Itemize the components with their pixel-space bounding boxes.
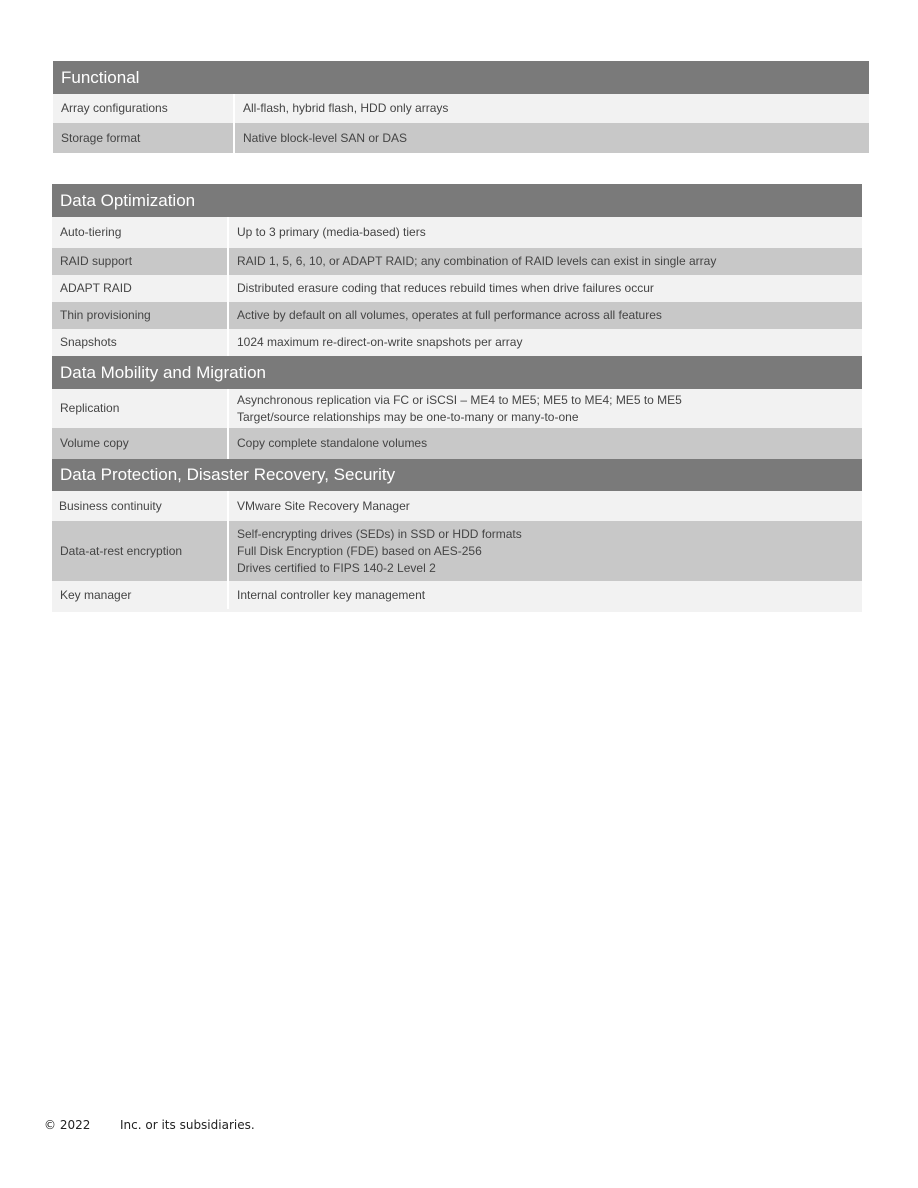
table-row: [53, 94, 869, 123]
section-title: Functional: [53, 61, 869, 94]
table-row: [52, 428, 862, 459]
value-line: Target/source relationships may be one-to-many or many-to-one: [237, 409, 579, 424]
footer: [44, 1118, 255, 1132]
row-label: ADAPT RAID: [52, 275, 228, 302]
row-value: [228, 521, 862, 581]
table-row: [52, 217, 862, 248]
value-line: Self-encrypting drives (SEDs) in SSD or HDD formats: [237, 526, 522, 541]
row-label: Snapshots: [52, 329, 228, 356]
section-title: Data Protection, Disaster Recovery, Security: [52, 459, 862, 491]
row-label: Thin provisioning: [52, 302, 228, 329]
value-line: Drives certified to FIPS 140-2 Level 2: [237, 560, 436, 575]
row-label: Storage format: [53, 123, 234, 153]
row-label: Array configurations: [53, 94, 234, 123]
row-value: 1024 maximum re-direct-on-write snapshots per array: [228, 329, 862, 356]
section-header: [52, 459, 862, 491]
row-label: Auto-tiering: [52, 217, 228, 248]
row-value: VMware Site Recovery Manager: [228, 491, 862, 521]
row-value: Copy complete standalone volumes: [228, 428, 862, 459]
features-table: [52, 184, 862, 612]
section-title: Data Optimization: [52, 184, 862, 217]
table-row: [52, 302, 862, 329]
row-value: Distributed erasure coding that reduces rebuild times when drive failures occur: [228, 275, 862, 302]
copyright-text: © 2022: [44, 1118, 91, 1132]
table-bottom-strip: [52, 609, 862, 612]
section-header: [52, 356, 862, 389]
row-label: Volume copy: [52, 428, 228, 459]
functional-table: [53, 61, 869, 153]
row-value: Up to 3 primary (media-based) tiers: [228, 217, 862, 248]
value-line: Asynchronous replication via FC or iSCSI – ME4 to ME5; ME5 to ME4; ME5 to ME5: [237, 392, 682, 407]
section-header: [53, 61, 869, 94]
table-row: [52, 329, 862, 356]
table-row: [52, 521, 862, 581]
row-label: Key manager: [52, 581, 228, 609]
row-value: Internal controller key management: [228, 581, 862, 609]
section-header: [52, 184, 862, 217]
row-label: RAID support: [52, 248, 228, 275]
row-value: Active by default on all volumes, operates at full performance across all features: [228, 302, 862, 329]
row-value: All-flash, hybrid flash, HDD only arrays: [234, 94, 869, 123]
row-value: RAID 1, 5, 6, 10, or ADAPT RAID; any combination of RAID levels can exist in single array: [228, 248, 862, 275]
table-row: [53, 123, 869, 153]
row-value: [228, 389, 862, 428]
footer-company-text: Inc. or its subsidiaries.: [120, 1118, 255, 1132]
row-label: Replication: [52, 389, 228, 428]
table-row: [52, 491, 862, 521]
value-line: Full Disk Encryption (FDE) based on AES-256: [237, 543, 482, 558]
section-title: Data Mobility and Migration: [52, 356, 862, 389]
table-row: [52, 275, 862, 302]
table-row: [52, 248, 862, 275]
table-row: [52, 389, 862, 428]
row-label: Data-at-rest encryption: [52, 521, 228, 581]
row-value: Native block-level SAN or DAS: [234, 123, 869, 153]
row-label: Business continuity: [52, 491, 228, 521]
table-row: [52, 581, 862, 609]
